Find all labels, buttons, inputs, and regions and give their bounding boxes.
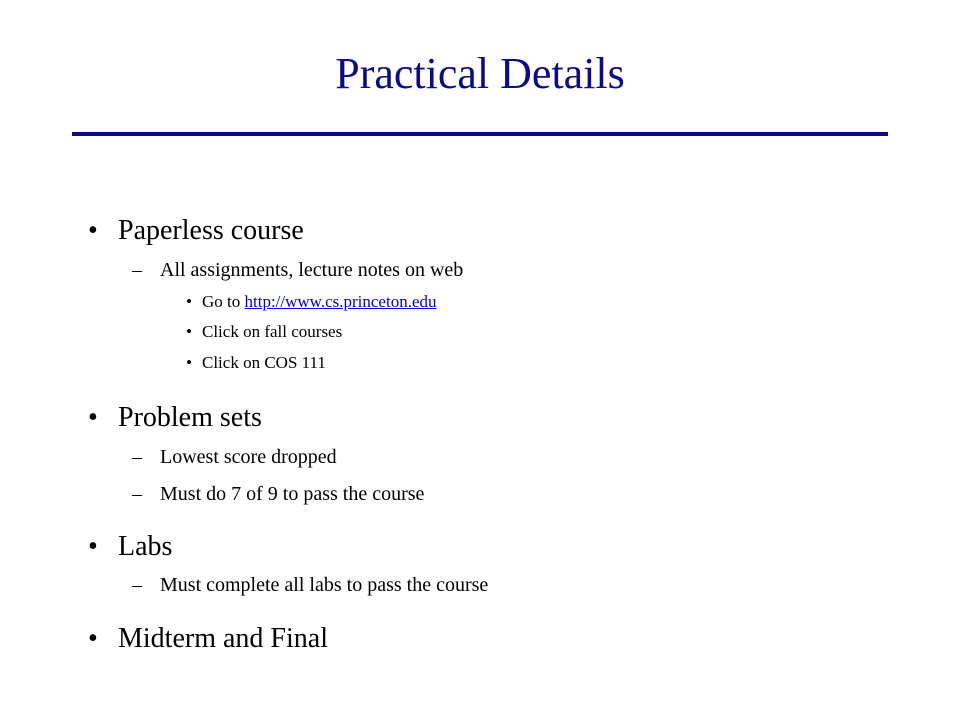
subsubitem-click-cos-111 [186, 352, 326, 374]
dash-icon: – [132, 483, 142, 505]
dash-icon: – [132, 259, 142, 281]
bullet-text: Paperless course [118, 215, 304, 246]
subitem-text: All assignments, lecture notes on web [160, 259, 464, 281]
bullet-item-midterm-final [88, 622, 328, 656]
subsubitem-text: Click on fall courses [202, 322, 343, 341]
dot-icon: • [186, 353, 192, 372]
slide-title: Practical Details [335, 49, 625, 98]
subitem-text: Lowest score dropped [160, 446, 337, 468]
subsubitem-click-fall-courses [186, 321, 343, 343]
subitem-all-assignments [132, 257, 464, 283]
subitem-text: Must do 7 of 9 to pass the course [160, 483, 425, 505]
bullet-icon: • [88, 531, 98, 562]
subitem-must-complete-labs [132, 572, 489, 598]
dot-icon: • [186, 322, 192, 341]
bullet-text: Midterm and Final [118, 623, 328, 654]
dot-icon: • [186, 292, 192, 311]
bullet-icon: • [88, 623, 98, 654]
bullet-icon: • [88, 402, 98, 433]
subitem-text: Must complete all labs to pass the course [160, 574, 489, 596]
subsubitem-go-to [186, 291, 437, 313]
subitem-lowest-score [132, 444, 337, 470]
bullet-icon: • [88, 215, 98, 246]
bullet-item-labs [88, 530, 173, 564]
subsubitem-text: Click on COS 111 [202, 353, 326, 372]
dash-icon: – [132, 446, 142, 468]
princeton-link[interactable]: http://www.cs.princeton.edu [244, 292, 437, 311]
bullet-text: Labs [118, 531, 173, 562]
bullet-text: Problem sets [118, 402, 262, 433]
subitem-must-do [132, 481, 425, 507]
bullet-item-paperless-course [88, 214, 304, 248]
subsubitem-prefix: Go to [202, 292, 245, 311]
bullet-item-problem-sets [88, 401, 262, 435]
dash-icon: – [132, 574, 142, 596]
